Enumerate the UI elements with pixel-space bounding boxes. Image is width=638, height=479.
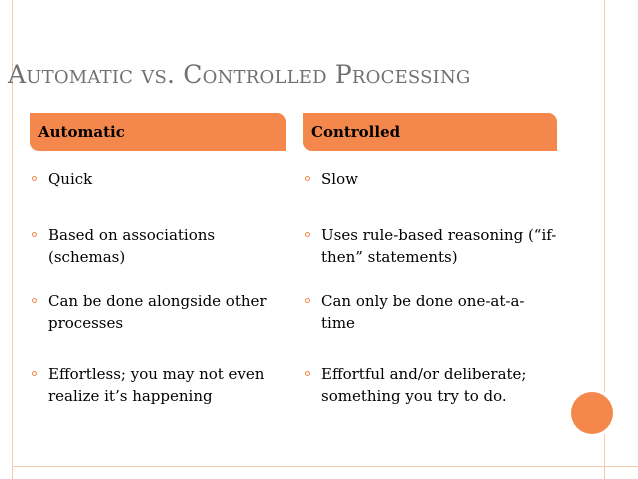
bullet-circle-icon (32, 176, 37, 181)
list-item (303, 168, 557, 224)
frame-right-line-lower (604, 434, 605, 479)
list-item-text: Uses rule-based reasoning (“if-then” statements) (321, 226, 557, 266)
column-header-bar (303, 113, 557, 151)
list-item-text: Effortless; you may not even realize it’s happening (48, 365, 265, 405)
list-item-text: Slow (321, 170, 358, 188)
decorative-circle (571, 392, 613, 434)
list-item-text: Effortful and/or deliberate; something you try to do. (321, 365, 527, 405)
list-item-text: Can only be done one-at-a-time (321, 292, 525, 332)
column-header-bar (30, 113, 286, 151)
bullet-circle-icon (305, 298, 310, 303)
column-automatic (30, 113, 286, 419)
list-item-text: Quick (48, 170, 93, 188)
column-controlled (303, 113, 557, 419)
bullet-circle-icon (305, 371, 310, 376)
bullet-list (30, 168, 286, 419)
bullet-list (303, 168, 557, 419)
column-header: Automatic (38, 123, 125, 141)
list-item (303, 363, 557, 419)
list-item-text: Based on associations (schemas) (48, 226, 216, 266)
bullet-circle-icon (305, 176, 310, 181)
column-header: Controlled (311, 123, 401, 141)
bullet-circle-icon (305, 232, 310, 237)
bullet-circle-icon (32, 371, 37, 376)
list-item (303, 290, 557, 363)
list-item (303, 224, 557, 290)
bullet-circle-icon (32, 232, 37, 237)
list-item (30, 363, 286, 419)
list-item-text: Can be done alongside other processes (48, 292, 267, 332)
list-item (30, 168, 286, 224)
frame-bottom-line (12, 466, 638, 467)
list-item (30, 290, 286, 363)
list-item (30, 224, 286, 290)
slide-title: Automatic vs. Controlled Processing (8, 60, 471, 89)
bullet-circle-icon (32, 298, 37, 303)
